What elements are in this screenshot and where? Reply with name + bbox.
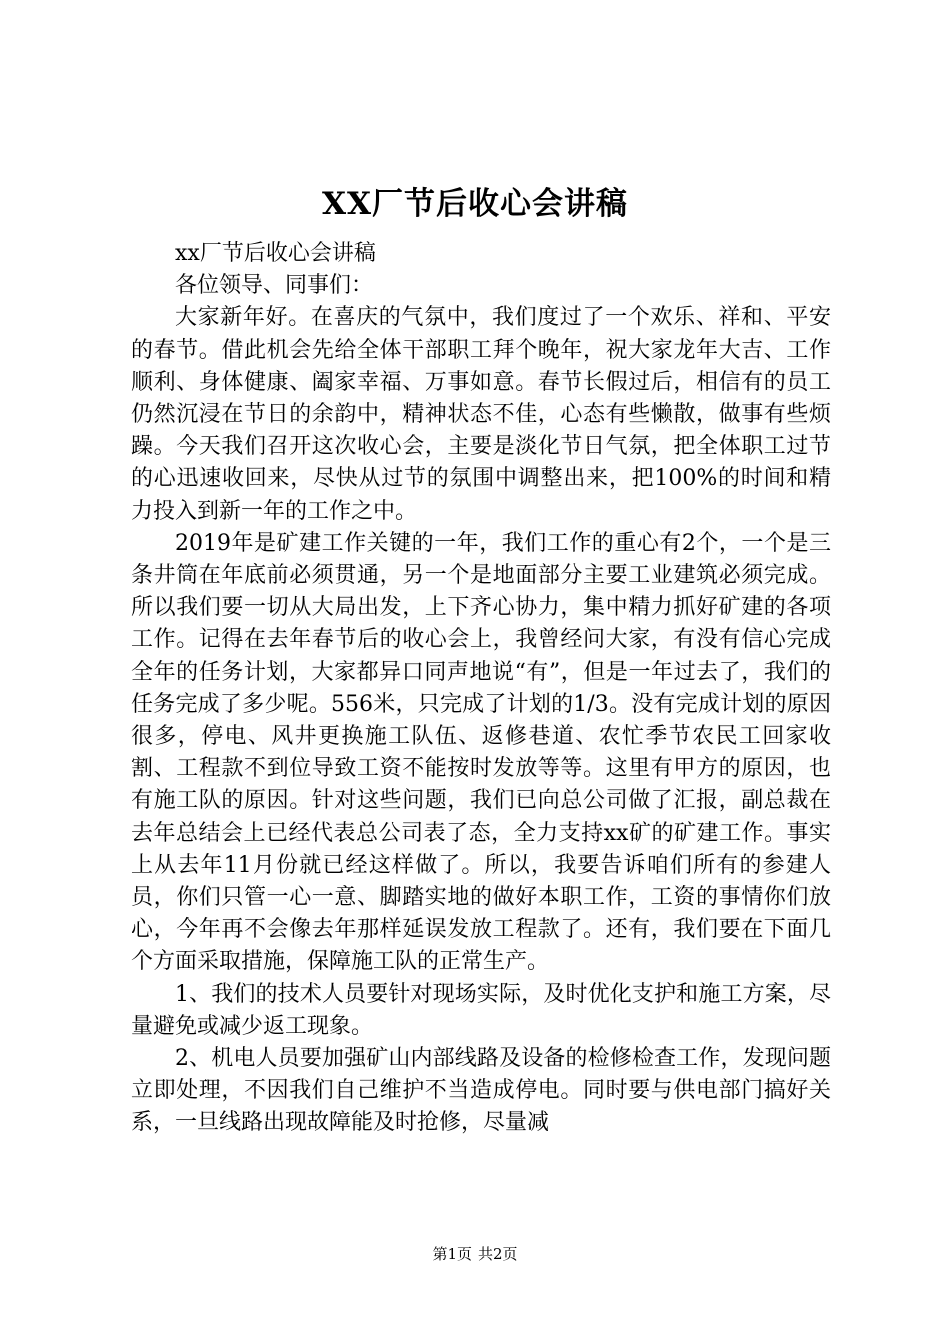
document-subtitle: xx厂节后收心会讲稿 <box>175 241 376 266</box>
page-number-current: 第1页 <box>432 1245 472 1263</box>
body-paragraph: 大家新年好。在喜庆的气氛中，我们度过了一个欢乐、祥和、平安的春节。借此机会先给全体干部职工拜个晚年，祝大家龙年大吉、工作顺利、身体健康、阖家幸福、万事如意。春节长假过后，相信有的员工仍然沉浸在节日的余韵中，精神状态不佳，心态有些懒散，做事有些烦躁。今天我们召开这次收心会，主要是淡化节日气氛，把全体职工过节的心迅速收回来，尽快从过节的氛围中调整出来，把100%的时间和精力投入到新一年的工作之中。 <box>131 305 831 524</box>
document-title: XX厂节后收心会讲稿 <box>321 186 629 222</box>
document-body <box>131 238 831 1140</box>
body-paragraph: 2、机电人员要加强矿山内部线路及设备的检修检查工作，发现问题立即处理，不因我们自己维护不当造成停电。同时要与供电部门搞好关系，一旦线路出现故障能及时抢修，尽量减 <box>131 1046 831 1136</box>
salutation: 各位领导、同事们： <box>175 273 374 299</box>
body-paragraph: 2019年是矿建工作关键的一年，我们工作的重心有2个，一个是三条井筒在年底前必须贯通，另一个是地面部分主要工业建筑必须完成。所以我们要一切从大局出发，上下齐心协力，集中精力抓好矿建的各项工作。记得在去年春节后的收心会上，我曾经问大家，有没有信心完成全年的任务计划，大家都异口同声地说“有”，但是一年过去了，我们的任务完成了多少呢。556米，只完成了计划的1/3。没有完成计划的原因很多，停电、风井更换施工队伍、返修巷道、农忙季节农民工回家收割、工程款不到位导致工资不能按时发放等等。这里有甲方的原因，也有施工队的原因。针对这些问题，我们已向总公司做了汇报，副总裁在去年总结会上已经代表总公司表了态，全力支持xx矿的矿建工作。事实上从去年11月份就已经这样做了。所以，我要告诉咱们所有的参建人员，你们只管一心一意、脚踏实地的做好本职工作，工资的事情你们放心，今年再不会像去年那样延误发放工程款了。还有，我们要在下面几个方面采取措施，保障施工队的正常生产。 <box>131 530 831 975</box>
page-footer <box>0 1244 950 1264</box>
page-number-total: 共2页 <box>478 1245 518 1263</box>
body-paragraph: 1、我们的技术人员要针对现场实际，及时优化支护和施工方案，尽量避免或减少返工现象。 <box>131 981 831 1039</box>
